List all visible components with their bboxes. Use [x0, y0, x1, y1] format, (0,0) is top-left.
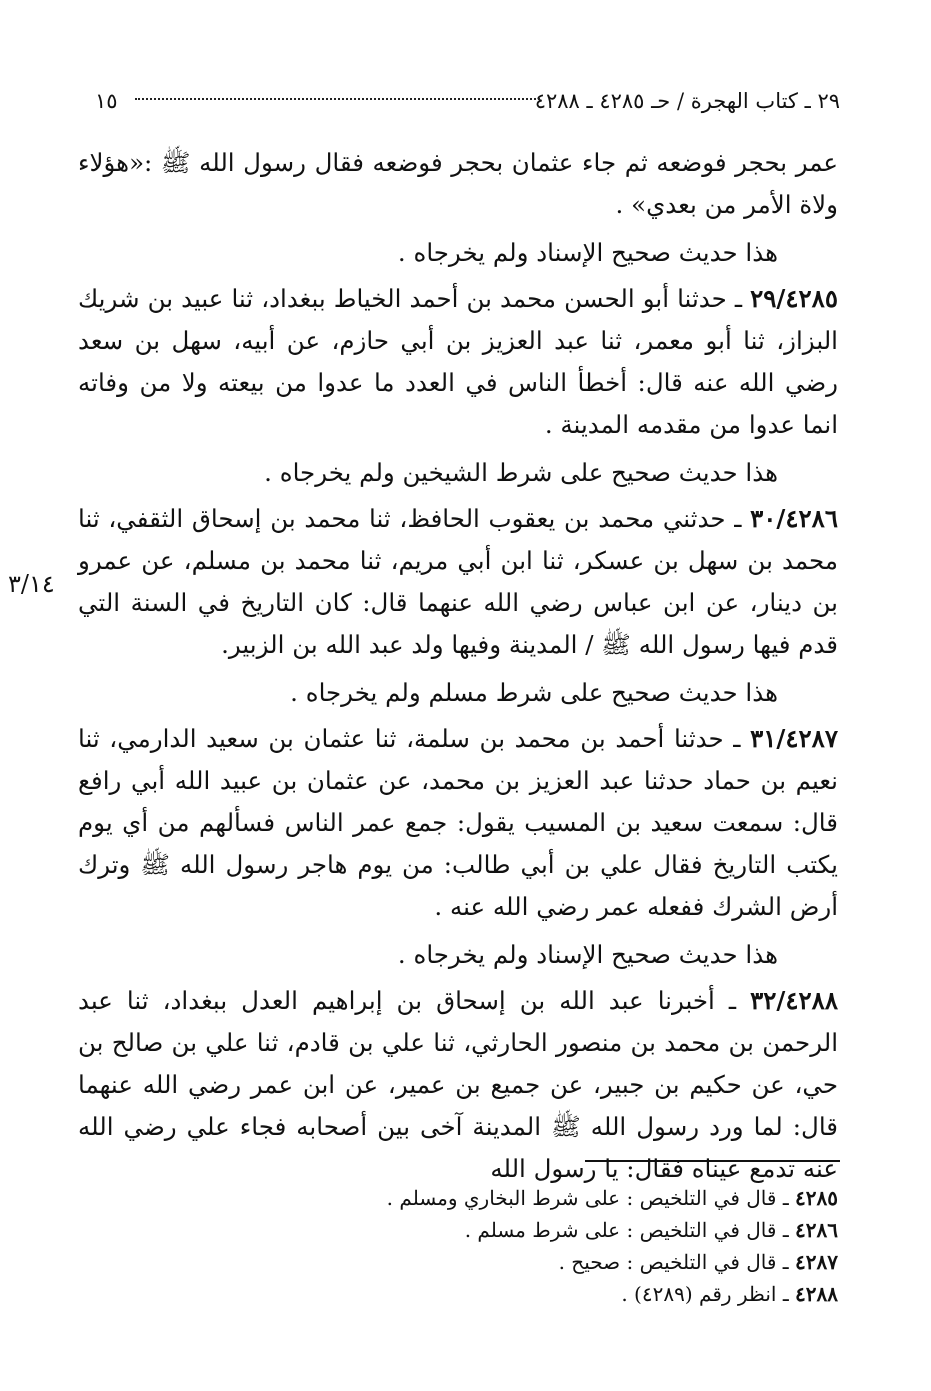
footnote	[78, 1214, 838, 1246]
paragraph-text: ـ حدثني محمد بن يعقوب الحافظ، ثنا محمد بن إسحاق الثقفي، ثنا محمد بن سهل بن عسكر، ثنا ابن أبي مريم، ثنا محمد بن مسلم، عن عمرو بن دينار، عن ابن عباس رضي الله عنهما قال: كان التاريخ في السنة التي قدم فيها رسول الله ﷺ / المدينة وفيها ولد عبد الله بن الزبير.	[78, 504, 838, 659]
hadith-number: ٣٠/٤٢٨٦	[750, 504, 838, 533]
footnote	[78, 1278, 838, 1310]
footnote-number: ٤٢٨٥	[795, 1186, 838, 1210]
footnote-text: ـ انظر رقم (٤٢٨٩) .	[621, 1282, 796, 1306]
leader-dots	[135, 98, 540, 100]
paragraph-text: هذا حديث صحيح الإسناد ولم يخرجاه .	[397, 940, 778, 969]
footnote-number: ٤٢٨٧	[795, 1250, 838, 1274]
paragraph-text: هذا حديث صحيح على شرط مسلم ولم يخرجاه .	[290, 678, 778, 707]
hadith-number: ٣٢/٤٢٨٨	[750, 986, 838, 1015]
hadith-paragraph	[78, 980, 838, 1190]
hadith-number: ٣١/٤٢٨٧	[750, 724, 838, 753]
continuation-paragraph	[78, 142, 838, 226]
paragraph-text: هذا حديث صحيح على شرط الشيخين ولم يخرجاه .	[264, 458, 778, 487]
verdict-paragraph	[78, 672, 838, 714]
verdict-paragraph	[78, 452, 838, 494]
footnote	[78, 1182, 838, 1214]
paragraph-text: ـ حدثنا أحمد بن محمد بن سلمة، ثنا عثمان بن سعيد الدارمي، ثنا نعيم بن حماد حدثنا عبد العزيز بن محمد، عن عثمان بن عبيد الله أبي رافع قال: سمعت سعيد بن المسيب يقول: جمع عمر الناس فسألهم من أي يوم يكتب التاريخ فقال علي بن أبي طالب: من يوم هاجر رسول الله ﷺ وترك أرض الشرك ففعله عمر رضي الله عنه .	[78, 724, 838, 921]
footnote-separator	[585, 1160, 840, 1162]
footnote-number: ٤٢٨٦	[795, 1218, 838, 1242]
footnotes	[78, 1182, 838, 1310]
footnote	[78, 1246, 838, 1278]
footnote-text: ـ قال في التلخيص : صحيح .	[558, 1250, 796, 1274]
page-number: ١٥	[95, 89, 118, 113]
hadith-paragraph	[78, 718, 838, 928]
footnote-number: ٤٢٨٨	[795, 1282, 838, 1306]
hadith-paragraph	[78, 498, 838, 666]
footnote-text: ـ قال في التلخيص : على شرط البخاري ومسلم .	[386, 1186, 796, 1210]
margin-volume-reference: ٣/١٤	[8, 570, 55, 598]
paragraph-text: ـ حدثنا أبو الحسن محمد بن أحمد الخياط ببغداد، ثنا عبيد بن شريك البزاز، ثنا أبو معمر، ثنا عبد العزيز بن أبي حازم، عن أبيه، سهل بن سعد رضي الله عنه قال: أخطأ الناس في العدد ما عدوا من بيعته ولا من وفاته انما عدوا من مقدمه المدينة .	[78, 284, 838, 439]
verdict-paragraph	[78, 232, 838, 274]
page-header	[95, 84, 840, 118]
hadith-number: ٢٩/٤٢٨٥	[750, 284, 838, 313]
verdict-paragraph	[78, 934, 838, 976]
paragraph-text: عمر بحجر فوضعه ثم جاء عثمان بحجر فوضعه فقال رسول الله ﷺ :«هؤلاء ولاة الأمر من بعدي» .	[78, 148, 838, 219]
paragraph-text: هذا حديث صحيح الإسناد ولم يخرجاه .	[397, 238, 778, 267]
footnote-text: ـ قال في التلخيص : على شرط مسلم .	[464, 1218, 796, 1242]
main-text	[78, 142, 838, 1190]
paragraph-text: ـ أخبرنا عبد الله بن إسحاق بن إبراهيم العدل ببغداد، ثنا عبد الرحمن بن محمد بن منصور الحارثي، ثنا علي بن قادم، ثنا علي بن صالح بن حي، عن حكيم بن جبير، عن جميع بن عمير، عن ابن عمر رضي الله عنهما قال: لما ورد رسول الله ﷺ المدينة آخى بين أصحابه فجاء علي رضي الله عنه تدمع عيناه فقال: يا رسول الله	[78, 986, 838, 1183]
hadith-paragraph	[78, 278, 838, 446]
running-title: ٢٩ ـ كتاب الهجرة / حـ ٤٢٨٥ ـ ٤٢٨٨	[534, 89, 840, 113]
